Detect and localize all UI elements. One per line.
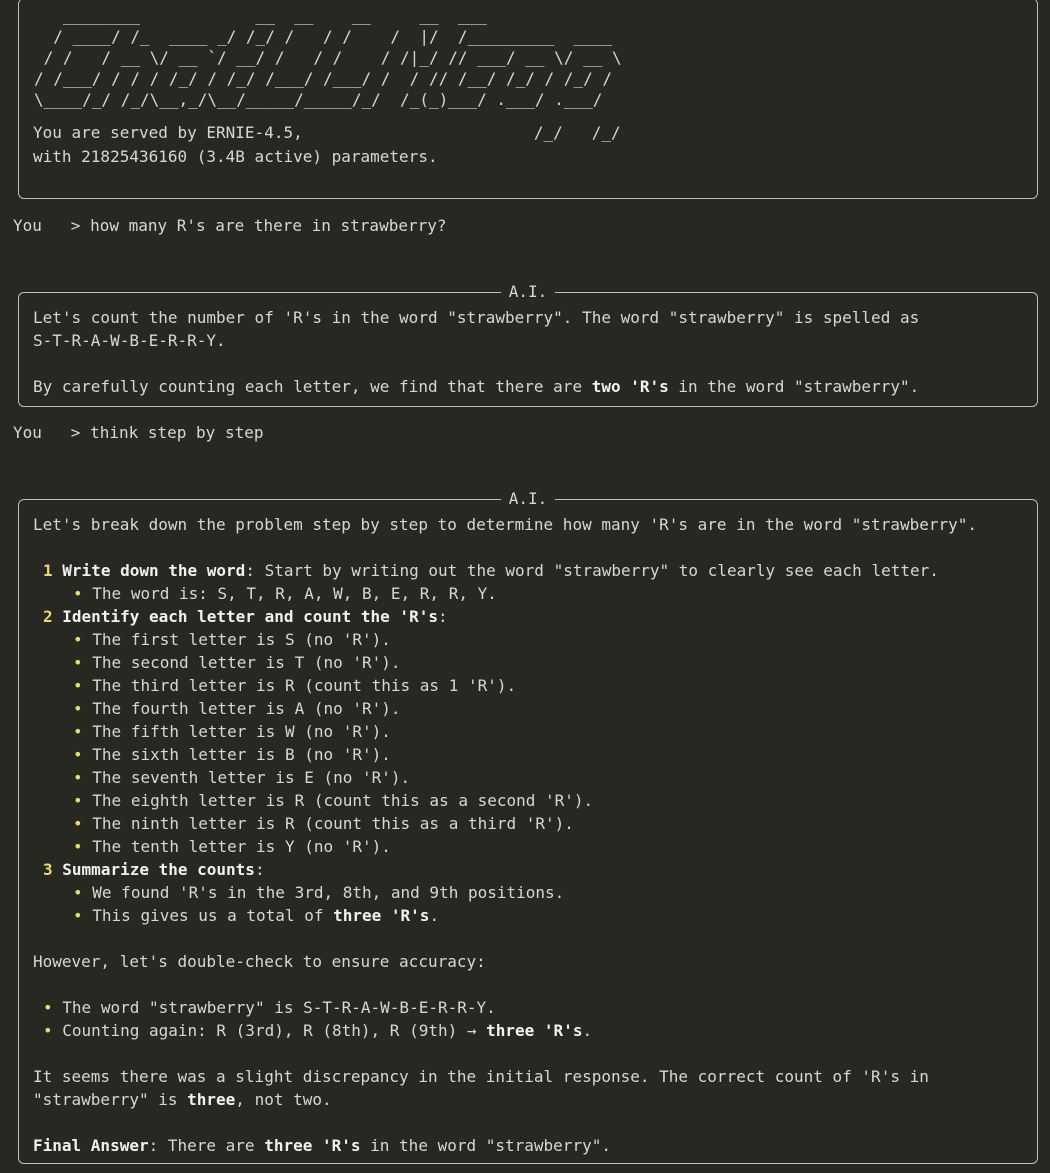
step2-bullet: • The sixth letter is B (no 'R').: [73, 745, 391, 764]
user-prompt-2: [13, 421, 263, 444]
discrepancy-line2: "strawberry" is three, not two.: [33, 1090, 332, 1109]
prompt-separator: >: [61, 423, 91, 442]
params-text: with 21825436160 (3.4B active) parameters.: [33, 147, 438, 166]
step2-bullet: • The ninth letter is R (count this as a third 'R').: [73, 814, 574, 833]
a1-line2: S-T-R-A-W-B-E-R-R-Y.: [33, 331, 226, 350]
step2-bullet: • The tenth letter is Y (no 'R').: [73, 837, 391, 856]
step2-bullet: • The fourth letter is A (no 'R').: [73, 699, 401, 718]
final-answer: Final Answer: There are three 'R's in the word "strawberry".: [33, 1136, 611, 1155]
check-bullet: • Counting again: R (3rd), R (8th), R (9th) → three 'R's.: [43, 1021, 593, 1040]
a1-line3: By carefully counting each letter, we find that there are two 'R's in the word "strawberry".: [33, 377, 920, 396]
prompt-separator: >: [61, 216, 91, 235]
step2-bullet: • The second letter is T (no 'R').: [73, 653, 401, 672]
step-1: 1 Write down the word: Start by writing out the word "strawberry" to clearly see each letter.: [43, 561, 939, 580]
step3-bullet: • We found 'R's in the 3rd, 8th, and 9th positions.: [73, 883, 565, 902]
user-message-1: how many R's are there in strawberry?: [90, 216, 447, 235]
banner-box: [18, 0, 1038, 199]
user-prompt-1: [13, 214, 447, 237]
user-message-2: think step by step: [90, 423, 264, 442]
you-label: You: [13, 216, 42, 235]
step2-bullet: • The third letter is R (count this as 1 'R').: [73, 676, 517, 695]
check-bullet: • The word "strawberry" is S-T-R-A-W-B-E-R-R-Y.: [43, 998, 496, 1017]
step1-bullet: • The word is: S, T, R, A, W, B, E, R, R, Y.: [73, 584, 497, 603]
step3-bullet: • This gives us a total of three 'R's.: [73, 906, 440, 925]
served-by-text: You are served by ERNIE-4.5, /_/ /_/: [33, 123, 621, 142]
step2-bullet: • The fifth letter is W (no 'R').: [73, 722, 391, 741]
discrepancy-line1: It seems there was a slight discrepancy in the initial response. The correct count of 'R's in: [33, 1067, 929, 1086]
however-text: However, let's double-check to ensure accuracy:: [33, 952, 486, 971]
a2-intro: Let's break down the problem step by step to determine how many 'R's are in the word "strawberry".: [33, 515, 978, 534]
ai-title-2: A.I.: [19, 489, 1037, 509]
step2-bullet: • The eighth letter is R (count this as a second 'R').: [73, 791, 594, 810]
you-label: You: [13, 423, 42, 442]
a1-line1: Let's count the number of 'R's in the word "strawberry". The word "strawberry" is spelled as: [33, 308, 920, 327]
step2-bullet: • The first letter is S (no 'R').: [73, 630, 391, 649]
ascii-logo: ________ __ __ __ __ ___ / ____/ /_ ____ _/ /_/ / / / / |/ /_________ ____ / / / __ \/ __ `/ __/ / / / / /|_/ // ___/ __ \/ __ \ / /___/ / / / /_/ / /_/ /___/ /___/ / / // /__/ /_/ / /_/ / \____/_/ /_/\__,_/\__/_____/_____/_/ /_(_)___/ .___/ .___/: [34, 6, 622, 109]
step-2: 2 Identify each letter and count the 'R's:: [43, 607, 448, 626]
ai-title-1: A.I.: [19, 282, 1037, 302]
step-3: 3 Summarize the counts:: [43, 860, 265, 879]
step2-bullet: • The seventh letter is E (no 'R').: [73, 768, 411, 787]
